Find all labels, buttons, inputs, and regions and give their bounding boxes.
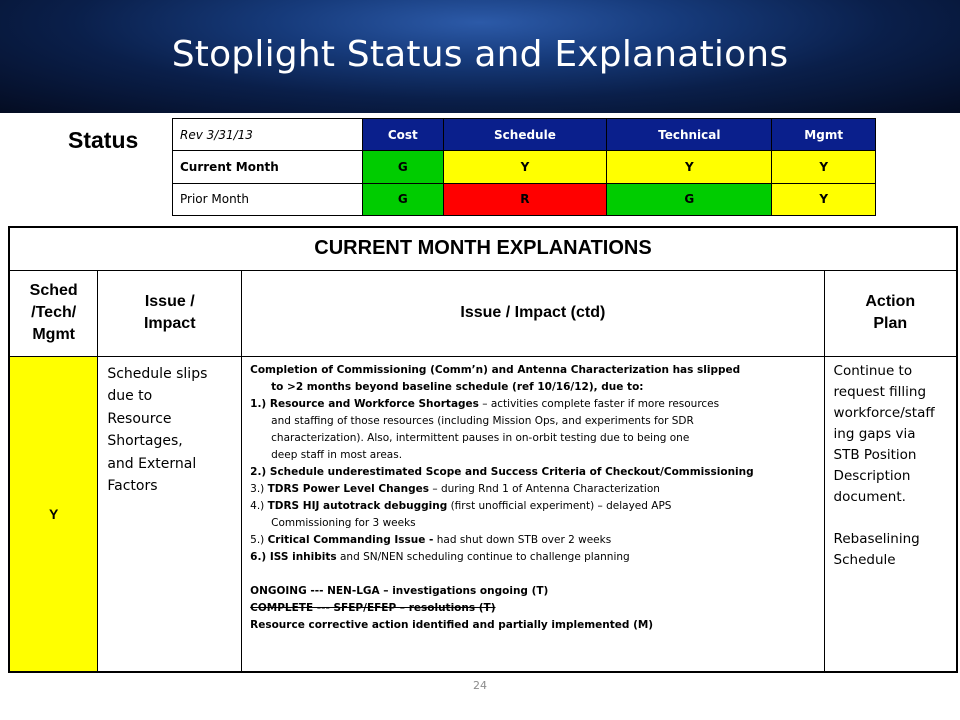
intro-line: Completion of Commissioning (Comm’n) and Antenna Characterization has slipped	[250, 363, 741, 376]
col-sched-tech-mgmt	[9, 270, 98, 356]
current-schedule-status: Y	[443, 151, 607, 183]
issue-line: Factors	[107, 478, 158, 494]
action-line: STB Position	[833, 446, 917, 463]
prior-month-label: Prior Month	[173, 183, 363, 215]
prior-schedule-status: R	[443, 183, 607, 215]
col-mgmt: Mgmt	[772, 119, 876, 151]
revision-date: Rev 3/31/13	[173, 119, 363, 151]
spacer	[250, 566, 817, 583]
item-1-cont: and staffing of those resources (including Mission Ops, and experiments for SDR	[271, 414, 694, 427]
header-line: Sched	[29, 282, 78, 299]
issue-line: Shortages,	[107, 433, 183, 449]
item-1-cont: deep staff in most areas.	[271, 448, 403, 461]
current-month-label: Current Month	[173, 151, 363, 183]
header-line: Plan	[873, 315, 908, 332]
current-cost-status: G	[363, 151, 444, 183]
action-line: workforce/staff	[833, 404, 935, 421]
col-issue-impact-ctd: Issue / Impact (ctd)	[242, 270, 824, 356]
item-3: 3.) TDRS Power Level Changes – during Rnd 1 of Antenna Characterization	[250, 482, 660, 495]
item-4-cont: Commissioning for 3 weeks	[271, 516, 416, 529]
col-cost: Cost	[363, 119, 444, 151]
header-line: /Tech/	[31, 304, 77, 321]
prior-technical-status: G	[607, 183, 772, 215]
issue-impact-ctd-cell	[242, 356, 824, 672]
spacer	[834, 508, 950, 529]
current-mgmt-status: Y	[772, 151, 876, 183]
slide-title: Stoplight Status and Explanations	[171, 34, 789, 75]
action-line: ing gaps via	[833, 425, 916, 442]
col-action-plan	[824, 270, 957, 356]
header-line: Impact	[143, 315, 196, 332]
action-line: Schedule	[833, 551, 896, 568]
current-month-row	[173, 151, 876, 183]
status-label: Status	[68, 127, 139, 153]
intro-line: to >2 months beyond baseline schedule (ref 10/16/12), due to:	[271, 380, 644, 393]
explanations-title: CURRENT MONTH EXPLANATIONS	[9, 227, 957, 270]
issue-line: and External	[107, 455, 197, 472]
item-5: 5.) Critical Commanding Issue - had shut down STB over 2 weeks	[250, 533, 612, 546]
action-line: document.	[833, 488, 906, 505]
status-table	[172, 118, 876, 216]
col-issue-impact	[98, 270, 242, 356]
explanations-table	[8, 226, 958, 673]
status-header-row	[173, 119, 876, 151]
item-1: 1.) Resource and Workforce Shortages – activities complete faster if more resources	[250, 397, 720, 410]
issue-impact-cell	[98, 356, 242, 672]
item-2: 2.) Schedule underestimated Scope and Success Criteria of Checkout/Commissioning	[250, 465, 754, 478]
item-4: 4.) TDRS HIJ autotrack debugging (first unofficial experiment) – delayed APS	[250, 499, 672, 512]
header-line: Action	[865, 293, 916, 310]
header-line: Issue /	[144, 293, 195, 310]
complete-line: COMPLETE --- SFEP/EFEP – resolutions (T)	[250, 601, 496, 614]
action-line: Rebaselining	[833, 530, 920, 547]
issue-line: due to	[107, 388, 153, 404]
col-technical: Technical	[607, 119, 772, 151]
title-banner	[0, 0, 960, 113]
current-technical-status: Y	[607, 151, 772, 183]
page-number: 24	[473, 679, 487, 692]
action-plan-cell	[824, 356, 957, 672]
issue-line: Resource	[107, 410, 172, 427]
col-schedule: Schedule	[443, 119, 607, 151]
resource-line: Resource corrective action identified and partially implemented (M)	[250, 618, 654, 631]
action-line: request filling	[833, 383, 927, 400]
explanation-row	[9, 356, 957, 672]
issue-line: Schedule slips	[107, 365, 208, 382]
action-line: Continue to	[833, 362, 913, 379]
header-line: Mgmt	[32, 326, 75, 343]
ongoing-line: ONGOING --- NEN-LGA – investigations ongoing (T)	[250, 584, 549, 597]
prior-cost-status: G	[363, 183, 444, 215]
prior-month-row	[173, 183, 876, 215]
action-line: Description	[833, 467, 911, 484]
item-6: 6.) ISS inhibits and SN/NEN scheduling continue to challenge planning	[250, 550, 630, 563]
explanations-header-row	[9, 270, 957, 356]
prior-mgmt-status: Y	[772, 183, 876, 215]
item-1-cont: characterization). Also, intermittent pauses in on-orbit testing due to being one	[271, 431, 690, 444]
row-status-cell: Y	[9, 356, 98, 672]
